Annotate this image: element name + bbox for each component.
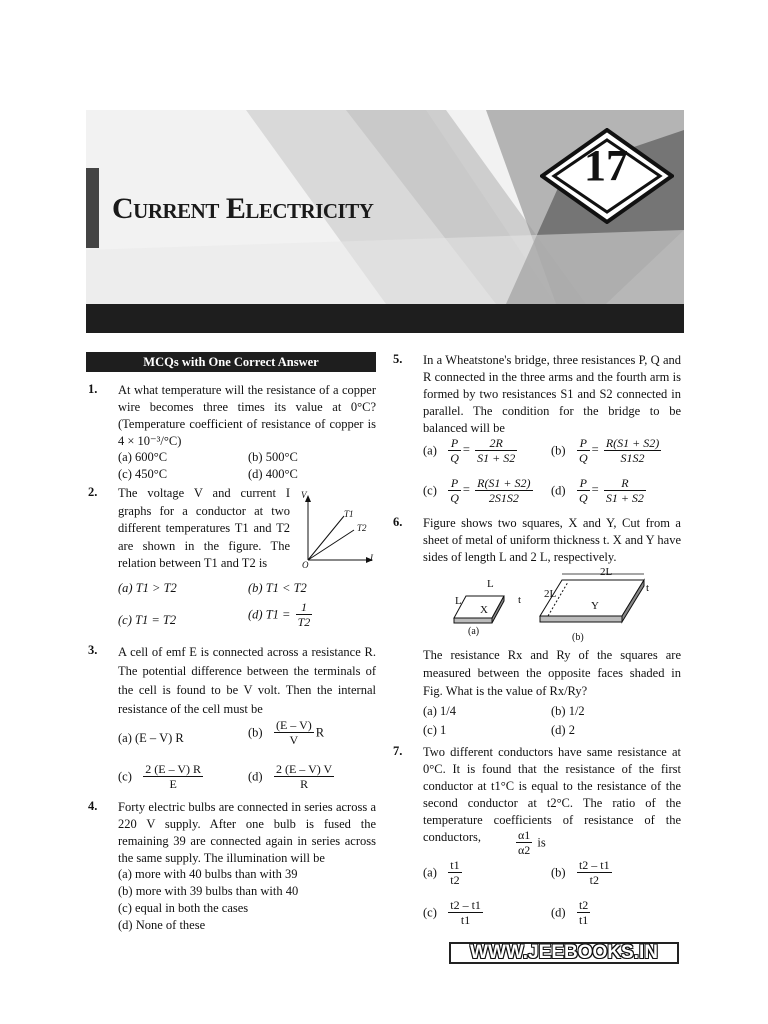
option-a-label: (a) <box>423 443 437 458</box>
website-watermark <box>449 942 679 964</box>
question-number: 4. <box>88 799 98 813</box>
fraction-denominator: 2S1S2 <box>488 491 519 505</box>
question-text: Forty electric bulbs are connected in series across a 220 V supply. After one bulb is fused the remaining 39 are connected again in series across the same supply. The illumination will be <box>118 800 376 865</box>
fraction-denominator: Q <box>450 451 459 465</box>
option-c-label: (c) <box>118 769 132 784</box>
option-c: (c) 1 <box>423 723 447 737</box>
fraction-denominator: R <box>300 777 309 791</box>
fraction-numerator: P <box>577 476 590 491</box>
square-x-side2-label: L <box>455 595 462 607</box>
fraction-denominator: T2 <box>297 615 311 629</box>
fraction-denominator: S1 + S2 <box>605 491 644 505</box>
option-d <box>248 762 336 791</box>
fraction-numerator: P <box>577 436 590 451</box>
fraction-numerator: R(S1 + S2) <box>605 436 660 450</box>
graph-x-label: I <box>370 553 373 563</box>
option-c: (c) equal in both the cases <box>118 901 249 915</box>
fraction-denominator: Q <box>578 491 588 505</box>
option-c-label: (c) <box>423 905 437 920</box>
square-y-side-label: 2L <box>600 566 613 578</box>
fraction-numerator: P <box>448 476 461 491</box>
option-d: (d) $\frac{P}{Q}$ = $\frac{R}{S1 + S2}$ <box>551 476 644 505</box>
option-a: (a) $\frac{P}{Q}$ = $\frac{2R}{S1 + S2}$ <box>423 436 516 465</box>
fraction-denominator: t2 <box>450 873 460 887</box>
option-c-label: (c) <box>423 483 437 498</box>
option-c: (c) 450°C <box>118 467 168 481</box>
figure-b-caption: (b) <box>572 632 584 643</box>
question-text: The voltage V and current I graphs for a conductor at two different temperatures T1 and T2 are shown in the figure. The relation between T1 and T2 is <box>118 486 290 570</box>
fraction-numerator: 2R <box>475 436 517 451</box>
option-a: (a) 600°C <box>118 450 168 464</box>
question-text: At what temperature will the resistance of a copper wire becomes three times its value at 0°C? (Temperature coefficient of resistance of copper is 4 × 10⁻³/°C) <box>118 383 376 448</box>
option-c <box>423 898 485 927</box>
fraction-numerator: t2 <box>578 898 589 912</box>
option-d-label: (d) <box>551 483 566 498</box>
banner-accent-stripe <box>86 168 99 248</box>
question-number: 7. <box>393 744 403 758</box>
square-y-name: Y <box>591 600 599 612</box>
fraction-denominator: t1 <box>578 913 589 927</box>
option-a: (a) 1/4 <box>423 704 456 718</box>
square-x-name: X <box>480 604 488 616</box>
square-y-thickness-label: t <box>646 582 650 594</box>
option-b: (b) more with 39 bulbs than with 40 <box>118 884 299 898</box>
graph-origin-label: O <box>302 560 309 570</box>
option-b-label: (b) <box>551 443 566 458</box>
option-b: (b) $\frac{P}{Q}$ = $\frac{R(S1 + S2)}{S1S2}$ <box>551 436 660 465</box>
question-text: Two different conductors have same resistance at 0°C. It is found that the resistance of the first conductor at t1°C is equal to the resistance of the second conductor at t2°C. The ratio of the temperature coefficients of resistance of the conductors, <box>423 745 681 844</box>
fraction-denominator: S1 + S2 <box>477 451 516 465</box>
section-heading: MCQs with One Correct Answer <box>86 352 376 372</box>
question-number: 2. <box>88 485 98 499</box>
fraction-denominator: S1S2 <box>620 451 645 465</box>
banner-bottom-bar <box>86 304 684 333</box>
fraction-denominator: t2 <box>589 873 599 887</box>
fraction-denominator: Q <box>450 491 459 505</box>
chapter-title: Current Electricity <box>112 192 374 225</box>
question-number: 1. <box>88 382 98 396</box>
option-d: (d) 400°C <box>248 467 298 481</box>
option-b-suffix: R <box>315 725 325 740</box>
square-x-thickness-label: t <box>518 594 522 606</box>
option-d-label: (d) <box>551 905 566 920</box>
fraction-numerator: P <box>448 436 461 451</box>
question-number: 6. <box>393 515 403 529</box>
option-b: (b) 500°C <box>248 450 298 464</box>
option-b <box>551 858 614 887</box>
option-a: (a) (E – V) R <box>118 731 184 745</box>
watermark-text: WWW.JEEBOOKS.IN <box>470 942 658 963</box>
option-b-label: (b) <box>551 865 566 880</box>
fraction-numerator: 1 <box>296 600 313 615</box>
ratio-suffix: is <box>537 835 546 850</box>
option-d-label: (d) T1 = <box>248 607 291 622</box>
question-text-continued: The resistance Rx and Ry of the squares are measured between the opposite faces shaded in Fig. What is the value of Rx/Ry? <box>423 648 681 698</box>
option-b-label: (b) <box>248 725 263 740</box>
option-d <box>248 600 314 629</box>
option-d: (d) 2 <box>551 723 575 737</box>
graph-line-t2-label: T2 <box>357 523 367 533</box>
option-d-label: (d) <box>248 769 263 784</box>
ratio-expression <box>514 828 546 857</box>
fraction-numerator: t2 – t1 <box>578 858 610 872</box>
fraction-denominator: V <box>289 733 299 747</box>
option-a: (a) more with 40 bulbs than with 39 <box>118 867 298 881</box>
figure-a-caption: (a) <box>468 626 480 637</box>
option-b: (b) 1/2 <box>551 704 585 718</box>
option-a: (a) T1 > T2 <box>118 581 177 595</box>
graph-line-t1-label: T1 <box>344 509 354 519</box>
fraction-numerator: 2 (E – V) R <box>145 762 202 776</box>
question-text: In a Wheatstone's bridge, three resistances P, Q and R connected in the three arms and the fourth arm is formed by two resistances S1 and S2 connected in parallel. The condition for the bridge to be balanced will be <box>423 353 681 435</box>
fraction-numerator: (E – V) <box>275 718 312 732</box>
fraction-denominator: α2 <box>518 843 531 857</box>
question-number: 3. <box>88 643 98 657</box>
option-d <box>551 898 592 927</box>
fraction-denominator: Q <box>578 451 588 465</box>
square-y-side2-label: 2L <box>544 588 557 600</box>
square-x-side-label: L <box>487 578 494 590</box>
graph-y-label: V <box>301 490 307 500</box>
option-b: (b) T1 < T2 <box>248 581 307 595</box>
fraction-numerator: t2 – t1 <box>450 898 481 912</box>
option-d: (d) None of these <box>118 918 206 932</box>
option-b <box>248 718 324 747</box>
option-a-label: (a) <box>423 865 437 880</box>
question-number: 5. <box>393 352 403 366</box>
option-c: (c) $\frac{P}{Q}$ = $\frac{R(S1 + S2)}{2S1S2}$ <box>423 476 531 505</box>
option-c <box>118 762 205 791</box>
option-c: (c) T1 = T2 <box>118 613 177 627</box>
fraction-denominator: E <box>169 777 177 791</box>
question-text: Figure shows two squares, X and Y, Cut from a sheet of metal of uniform thickness t. X and Y have sides of length L and 2 L, respectively. <box>423 516 681 564</box>
fraction-denominator: t1 <box>460 913 471 927</box>
fraction-numerator: α1 <box>518 828 531 842</box>
fraction-numerator: R(S1 + S2) <box>477 476 531 490</box>
fraction-numerator: R <box>604 476 646 491</box>
fraction-numerator: 2 (E – V) V <box>275 762 333 776</box>
fraction-numerator: t1 <box>450 858 460 872</box>
question-text: A cell of emf E is connected across a resistance R. The potential difference between the terminals of the cell is found to be V volt. Then the internal resistance of the cell must be <box>118 645 376 716</box>
option-a <box>423 858 464 887</box>
chapter-number: 17 <box>584 141 628 190</box>
